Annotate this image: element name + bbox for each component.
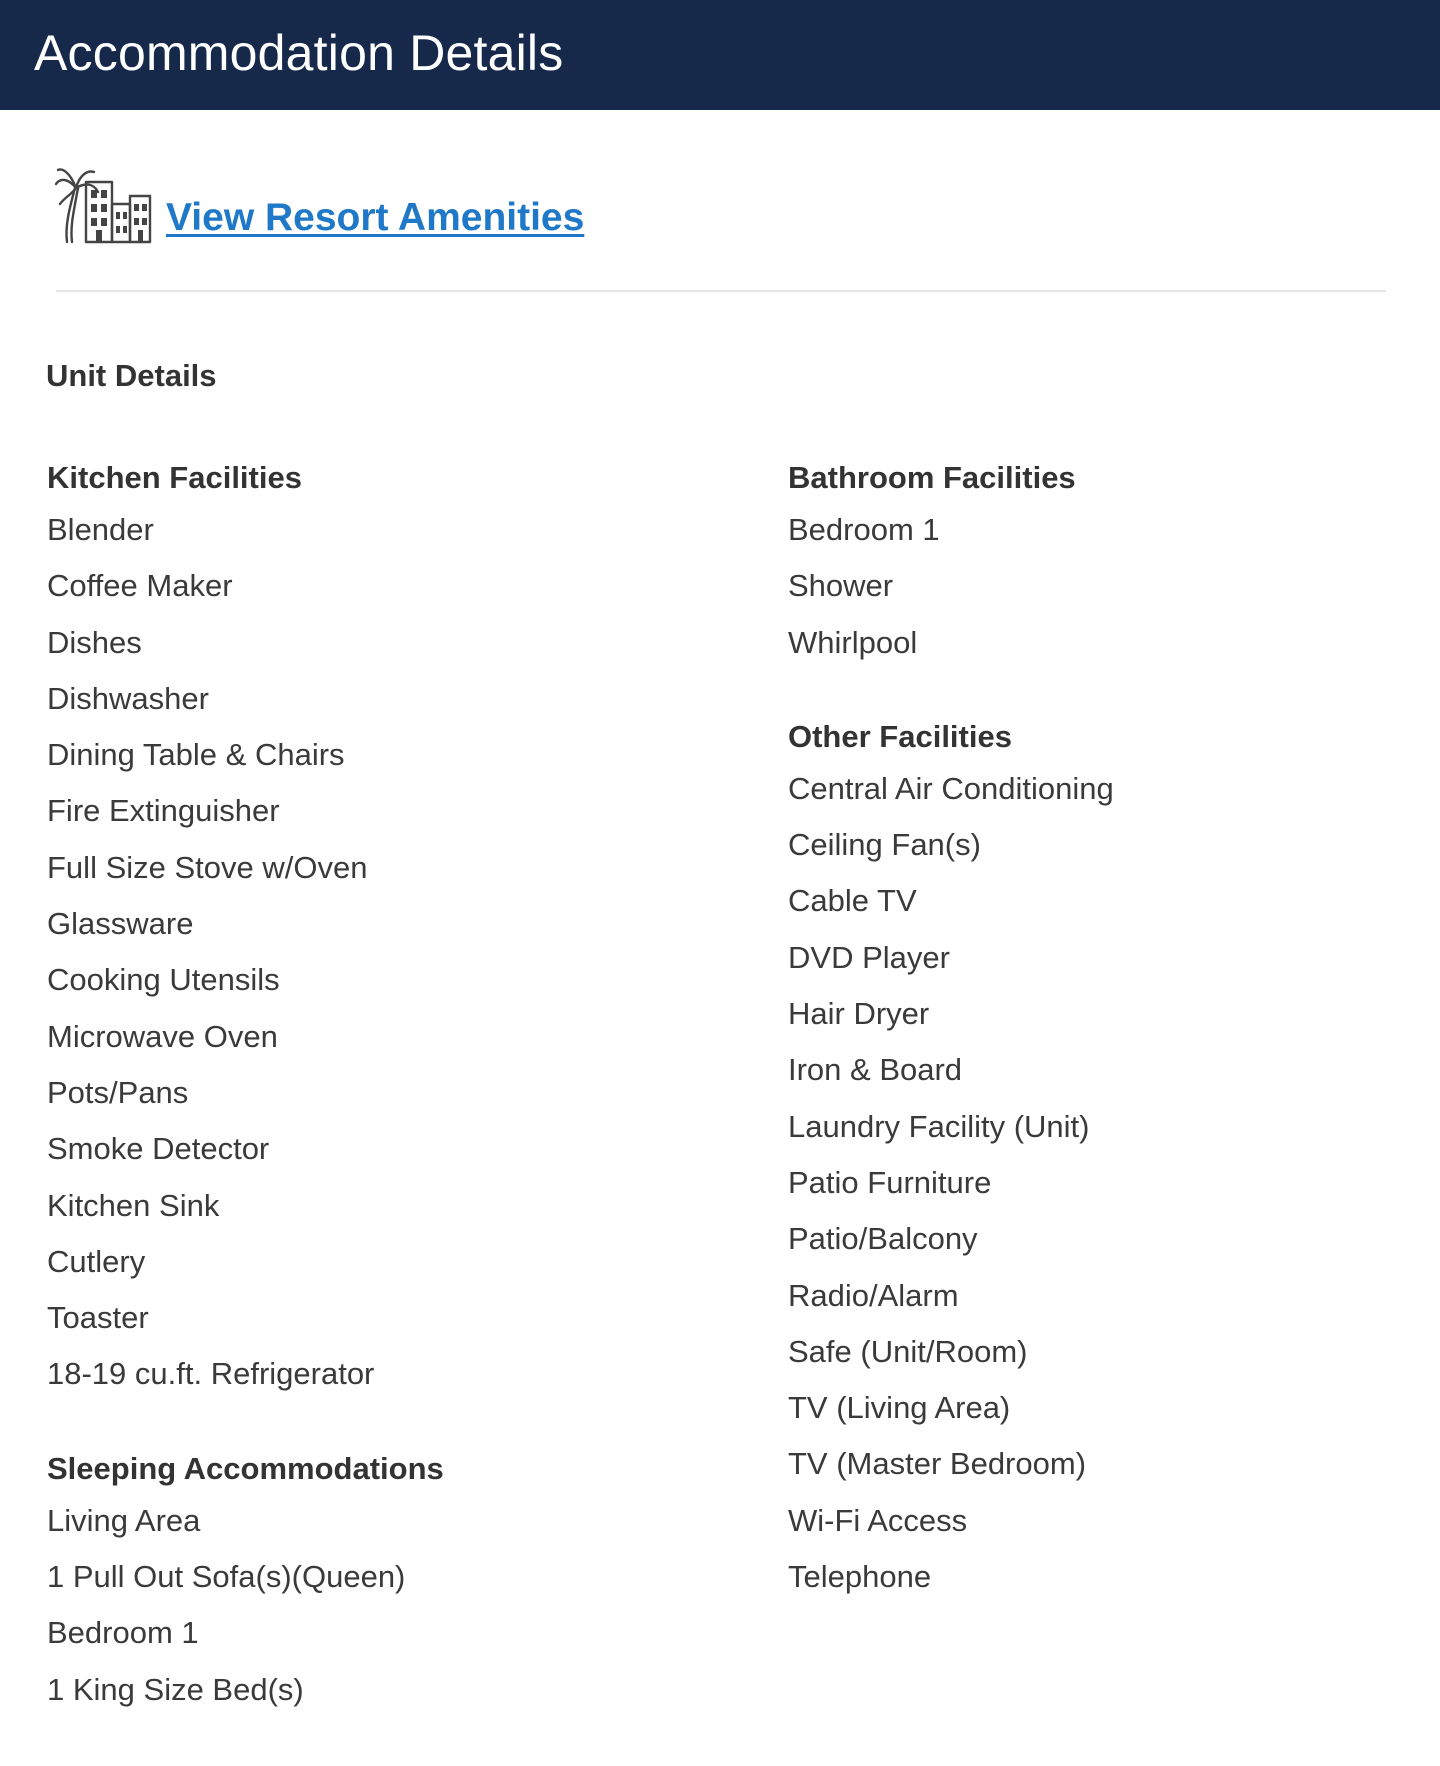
list-item: Dishes (47, 624, 142, 660)
list-item: TV (Living Area) (788, 1390, 1011, 1426)
list-item: Blender (47, 512, 154, 547)
list-item: Dishwasher (47, 680, 209, 716)
right-column (788, 456, 1114, 1649)
list-item: Iron & Board (788, 1052, 963, 1088)
page-header (0, 0, 1440, 110)
facility-section-kitchen-facilities (47, 456, 444, 1413)
list-item: Smoke Detector (47, 1131, 270, 1167)
list-item: Wi-Fi Access (788, 1502, 968, 1538)
list-item: Whirlpool (788, 624, 918, 660)
section-title: Sleeping Accommodations (47, 1450, 444, 1486)
facility-section-other-facilities (788, 715, 1114, 1615)
list-item: Living Area (47, 1502, 201, 1538)
list-item: Full Size Stove w/Oven (47, 849, 368, 885)
list-item: Shower (788, 568, 894, 604)
list-item: Dining Table & Chairs (47, 737, 345, 773)
list-item: Patio/Balcony (788, 1221, 978, 1257)
list-item: Kitchen Sink (47, 1187, 220, 1223)
resort-amenities-link-row[interactable] (54, 164, 584, 244)
list-item: Fire Extinguisher (47, 793, 280, 829)
list-item: 18-19 cu.ft. Refrigerator (47, 1356, 375, 1392)
section-title: Kitchen Facilities (47, 460, 302, 495)
list-item: Coffee Maker (47, 568, 233, 604)
list-item: TV (Master Bedroom) (788, 1446, 1087, 1482)
list-item: 1 Pull Out Sofa(s)(Queen) (47, 1559, 406, 1595)
list-item: Laundry Facility (Unit) (788, 1108, 1090, 1144)
list-item: Microwave Oven (47, 1018, 278, 1054)
section-title: Bathroom Facilities (788, 460, 1076, 495)
list-item: Cutlery (47, 1243, 146, 1279)
list-item: Central Air Conditioning (788, 770, 1114, 806)
section-title: Other Facilities (788, 718, 1012, 754)
list-item: Pots/Pans (47, 1074, 189, 1110)
list-item: Hair Dryer (788, 996, 930, 1032)
list-item: Cooking Utensils (47, 962, 280, 998)
list-item: Glassware (47, 906, 194, 942)
list-item: Bedroom 1 (788, 512, 940, 547)
left-column (47, 456, 444, 1762)
list-item: Safe (Unit/Room) (788, 1333, 1028, 1369)
facility-section-bathroom-facilities (788, 456, 1114, 681)
view-resort-amenities-link[interactable]: View Resort Amenities (166, 196, 585, 239)
list-item: Ceiling Fan(s) (788, 827, 981, 863)
list-item: Bedroom 1 (47, 1615, 199, 1651)
list-item: Toaster (47, 1300, 149, 1336)
facility-section-sleeping-accommodations (47, 1447, 444, 1728)
divider (56, 290, 1386, 292)
list-item: DVD Player (788, 939, 950, 975)
list-item: Telephone (788, 1559, 932, 1595)
page-title: Accommodation Details (34, 25, 564, 81)
list-item: Radio/Alarm (788, 1277, 959, 1313)
unit-details-title: Unit Details (46, 358, 217, 393)
resort-building-palm-icon[interactable] (54, 166, 154, 244)
list-item: Patio Furniture (788, 1164, 992, 1200)
list-item: 1 King Size Bed(s) (47, 1671, 304, 1707)
list-item: Cable TV (788, 883, 917, 919)
